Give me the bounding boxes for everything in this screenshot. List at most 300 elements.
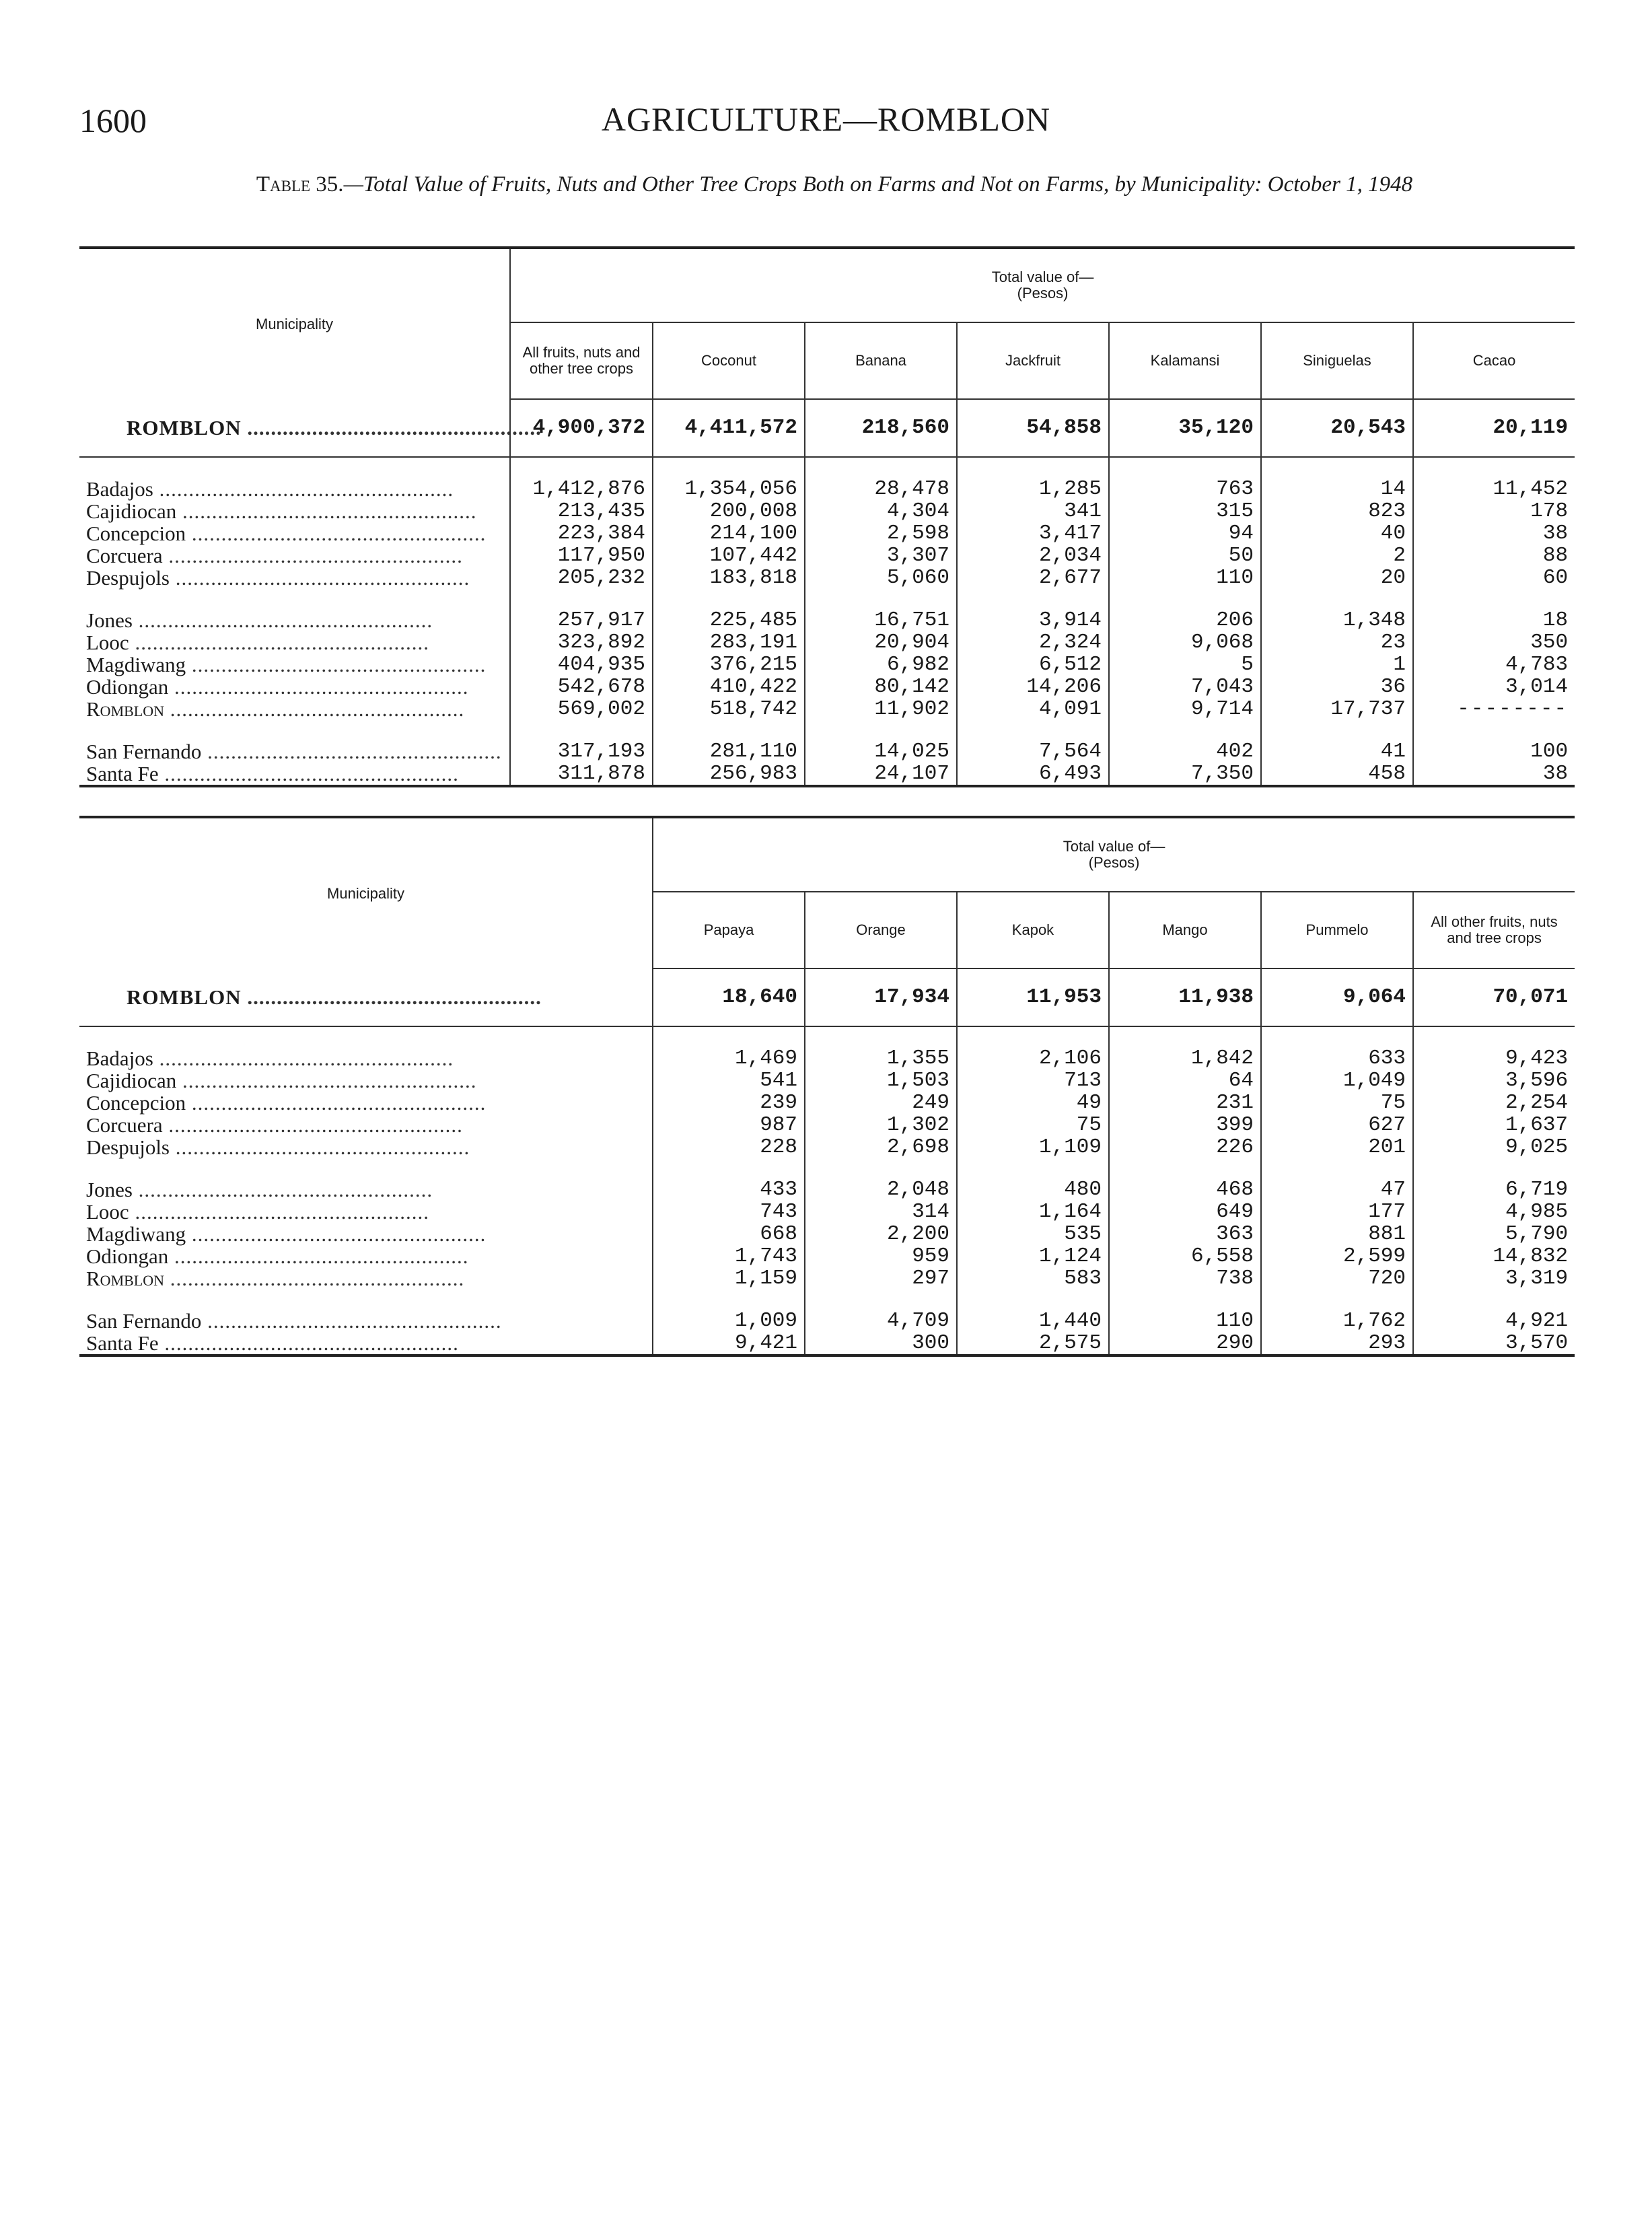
table-row: [79, 1178, 1575, 1201]
table-row: [79, 740, 1575, 763]
value-cell: 3,319: [1413, 1267, 1575, 1290]
value-cell: 6,493: [957, 763, 1109, 786]
value-cell: 4,921: [1413, 1310, 1575, 1332]
municipality-cell: [79, 676, 510, 698]
column-header: Orange: [805, 892, 957, 968]
spacer-cell: [1109, 1158, 1261, 1178]
value-cell: 36: [1261, 676, 1413, 698]
value-cell: 959: [805, 1245, 957, 1267]
municipality-name: Romblon: [86, 697, 165, 721]
spacer-cell: [805, 1290, 957, 1310]
municipality-name: Concepcion: [86, 1091, 186, 1115]
spacer-cell: [805, 1158, 957, 1178]
group-header-label: Total value of—: [991, 269, 1094, 285]
value-cell: 1,743: [653, 1245, 805, 1267]
value-cell: 881: [1261, 1223, 1413, 1245]
value-cell: 1,109: [957, 1136, 1109, 1158]
municipality-name: Corcuera: [86, 544, 163, 567]
value-cell: 738: [1109, 1267, 1261, 1290]
value-cell: 205,232: [510, 567, 653, 589]
value-cell: 3,570: [1413, 1332, 1575, 1355]
value-cell: 3,596: [1413, 1069, 1575, 1092]
table-row: [79, 522, 1575, 544]
table-row: [79, 698, 1575, 720]
dot-leader: ..................................................: [186, 1091, 487, 1115]
municipality-cell: [79, 1245, 653, 1267]
value-cell: 11,902: [805, 698, 957, 720]
value-cell: 201: [1261, 1136, 1413, 1158]
value-cell: 47: [1261, 1178, 1413, 1201]
value-cell: 239: [653, 1092, 805, 1114]
municipality-cell: [79, 1069, 653, 1092]
group-spacer: [79, 720, 1575, 740]
value-cell: 4,900,372: [510, 399, 653, 457]
dot-leader: ..................................................: [186, 653, 487, 676]
stub-header-label: Municipality: [256, 315, 333, 332]
column-header: Banana: [805, 322, 957, 399]
table-caption-title: —Total Value of Fruits, Nuts and Other Tree Crops Both on Farms and Not on Farms, by Municipality: October 1, 1948: [343, 172, 1413, 197]
value-cell: 3,914: [957, 609, 1109, 631]
total-row: [79, 968, 1575, 1026]
spacer-cell: [1261, 720, 1413, 740]
municipality-cell: [79, 763, 510, 786]
value-cell: 1,637: [1413, 1114, 1575, 1136]
municipality-name: Looc: [86, 1200, 129, 1224]
value-cell: 40: [1261, 522, 1413, 544]
table-row: [79, 654, 1575, 676]
value-cell: 80,142: [805, 676, 957, 698]
group-spacer: [79, 589, 1575, 609]
dot-leader: ..................................................: [176, 1069, 477, 1092]
table-row: [79, 1047, 1575, 1069]
municipality-name: ROMBLON: [127, 415, 242, 439]
dot-leader: ..................................................: [170, 566, 470, 590]
value-cell: 18: [1413, 609, 1575, 631]
municipality-cell: [79, 1310, 653, 1332]
value-cell: 399: [1109, 1114, 1261, 1136]
municipality-name: Magdiwang: [86, 1222, 186, 1246]
value-cell: 17,934: [805, 968, 957, 1026]
value-cell: 300: [805, 1332, 957, 1355]
column-header: All other fruits, nuts and tree crops: [1413, 892, 1575, 968]
group-spacer: [79, 1158, 1575, 1178]
spacer-cell: [1261, 1158, 1413, 1178]
dot-leader: ..................................................: [241, 415, 542, 439]
value-cell: 200,008: [653, 500, 805, 522]
spacer-cell: [510, 720, 653, 740]
value-cell: 14,832: [1413, 1245, 1575, 1267]
spacer-cell: [1261, 589, 1413, 609]
municipality-cell: [79, 1267, 653, 1290]
spacer-cell: [1109, 1290, 1261, 1310]
municipality-cell: [79, 609, 510, 631]
value-cell: 2,048: [805, 1178, 957, 1201]
group-header-label: Total value of—: [1063, 838, 1165, 855]
municipality-name: Jones: [86, 1178, 133, 1201]
municipality-cell: [79, 500, 510, 522]
value-cell: 9,068: [1109, 631, 1261, 654]
dot-leader: ..................................................: [153, 477, 454, 501]
value-cell: 9,714: [1109, 698, 1261, 720]
value-cell: 49: [957, 1092, 1109, 1114]
value-cell: 987: [653, 1114, 805, 1136]
value-cell: 54,858: [957, 399, 1109, 457]
municipality-name: Magdiwang: [86, 653, 186, 676]
value-cell: 823: [1261, 500, 1413, 522]
value-cell: 1,842: [1109, 1047, 1261, 1069]
column-header: Coconut: [653, 322, 805, 399]
table-row: [79, 1114, 1575, 1136]
stub-header: [79, 248, 510, 399]
municipality-name: Odiongan: [86, 675, 169, 699]
column-header: Kalamansi: [1109, 322, 1261, 399]
value-cell: 214,100: [653, 522, 805, 544]
value-cell: 213,435: [510, 500, 653, 522]
value-cell: 402: [1109, 740, 1261, 763]
table-row: [79, 1092, 1575, 1114]
value-cell: 256,983: [653, 763, 805, 786]
total-row: [79, 399, 1575, 457]
group-header: [653, 817, 1575, 892]
value-cell: 178: [1413, 500, 1575, 522]
value-cell: 1,503: [805, 1069, 957, 1092]
value-cell: 2,200: [805, 1223, 957, 1245]
table-row: [79, 763, 1575, 786]
running-head: AGRICULTURE—ROMBLON: [601, 100, 1051, 138]
dot-leader: ..................................................: [132, 608, 433, 632]
value-cell: 668: [653, 1223, 805, 1245]
municipality-name: Cajidiocan: [86, 1069, 177, 1092]
spacer-cell: [79, 457, 510, 478]
group-header-unit: (Pesos): [1017, 285, 1069, 302]
value-cell: 627: [1261, 1114, 1413, 1136]
value-cell: 23: [1261, 631, 1413, 654]
group-header-unit: (Pesos): [1088, 854, 1140, 871]
value-cell: 743: [653, 1201, 805, 1223]
spacer-cell: [957, 589, 1109, 609]
value-cell: 107,442: [653, 544, 805, 567]
spacer-cell: [510, 457, 653, 478]
value-cell: 2,677: [957, 567, 1109, 589]
table-row: [79, 631, 1575, 654]
value-cell: 2,254: [1413, 1092, 1575, 1114]
value-cell: 4,783: [1413, 654, 1575, 676]
value-cell: 20: [1261, 567, 1413, 589]
spacer-cell: [957, 457, 1109, 478]
table-row: [79, 1310, 1575, 1332]
municipality-cell: [79, 567, 510, 589]
value-cell: 363: [1109, 1223, 1261, 1245]
value-cell: 5,060: [805, 567, 957, 589]
dot-leader: ..................................................: [132, 1178, 433, 1201]
municipality-name: San Fernando: [86, 740, 202, 763]
spacer-cell: [1413, 1026, 1575, 1047]
column-header: Pummelo: [1261, 892, 1413, 968]
value-cell: 1,762: [1261, 1310, 1413, 1332]
column-header: Jackfruit: [957, 322, 1109, 399]
municipality-name: Romblon: [86, 1267, 165, 1290]
value-cell: 9,423: [1413, 1047, 1575, 1069]
value-cell: 7,043: [1109, 676, 1261, 698]
value-cell: 117,950: [510, 544, 653, 567]
table-row: [79, 1223, 1575, 1245]
value-cell: 75: [957, 1114, 1109, 1136]
value-cell: 2,034: [957, 544, 1109, 567]
spacer-cell: [510, 589, 653, 609]
spacer-cell: [1109, 457, 1261, 478]
dot-leader: ..................................................: [129, 1200, 429, 1224]
value-cell: 2: [1261, 544, 1413, 567]
spacer-cell: [79, 1026, 653, 1047]
value-cell: 297: [805, 1267, 957, 1290]
value-cell: 1,355: [805, 1047, 957, 1069]
table-row: [79, 1267, 1575, 1290]
municipality-name: Despujols: [86, 566, 170, 590]
municipality-name: Santa Fe: [86, 1331, 159, 1355]
spacer-cell: [957, 720, 1109, 740]
spacer-cell: [653, 1158, 805, 1178]
table-row: [79, 1136, 1575, 1158]
table-row: [79, 567, 1575, 589]
spacer-cell: [653, 1026, 805, 1047]
value-cell: 17,737: [1261, 698, 1413, 720]
value-cell: 3,417: [957, 522, 1109, 544]
dot-leader: ..................................................: [153, 1047, 454, 1070]
spacer-cell: [1413, 720, 1575, 740]
value-cell: 249: [805, 1092, 957, 1114]
value-cell: 341: [957, 500, 1109, 522]
value-cell: 1,159: [653, 1267, 805, 1290]
value-cell: 2,599: [1261, 1245, 1413, 1267]
value-cell: 4,985: [1413, 1201, 1575, 1223]
spacer-cell: [79, 1158, 653, 1178]
value-cell: 11,452: [1413, 478, 1575, 500]
value-cell: 5: [1109, 654, 1261, 676]
value-cell: 633: [1261, 1047, 1413, 1069]
value-cell: 3,307: [805, 544, 957, 567]
value-cell: 293: [1261, 1332, 1413, 1355]
dot-leader: ..................................................: [168, 1244, 469, 1268]
value-cell: 14: [1261, 478, 1413, 500]
value-cell: 4,304: [805, 500, 957, 522]
value-cell: 323,892: [510, 631, 653, 654]
dot-leader: ..................................................: [201, 740, 502, 763]
table-row: [79, 609, 1575, 631]
table-row: [79, 544, 1575, 567]
dot-leader: ..................................................: [168, 675, 469, 699]
value-cell: 468: [1109, 1178, 1261, 1201]
value-cell: 94: [1109, 522, 1261, 544]
municipality-name: San Fernando: [86, 1309, 202, 1333]
spacer-cell: [1413, 589, 1575, 609]
value-cell: 231: [1109, 1092, 1261, 1114]
value-cell: 583: [957, 1267, 1109, 1290]
municipality-cell: [79, 1092, 653, 1114]
municipality-name: Badajos: [86, 1047, 153, 1070]
value-cell: 1: [1261, 654, 1413, 676]
value-cell: 6,719: [1413, 1178, 1575, 1201]
spacer-cell: [653, 589, 805, 609]
table-row: [79, 478, 1575, 500]
value-cell: 283,191: [653, 631, 805, 654]
value-cell: 649: [1109, 1201, 1261, 1223]
value-cell: 1,009: [653, 1310, 805, 1332]
value-cell: 2,598: [805, 522, 957, 544]
dot-leader: ..................................................: [170, 1135, 470, 1159]
value-cell: 38: [1413, 522, 1575, 544]
spacer-cell: [1109, 589, 1261, 609]
spacer-cell: [1413, 1158, 1575, 1178]
municipality-cell: [79, 1201, 653, 1223]
column-header: Siniguelas: [1261, 322, 1413, 399]
municipality-cell: [79, 654, 510, 676]
value-cell: 9,421: [653, 1332, 805, 1355]
value-cell: 41: [1261, 740, 1413, 763]
dot-leader: ..................................................: [162, 544, 463, 567]
table-row: [79, 1332, 1575, 1355]
value-cell: 376,215: [653, 654, 805, 676]
value-cell: 88: [1413, 544, 1575, 567]
value-cell: 18,640: [653, 968, 805, 1026]
value-cell: 315: [1109, 500, 1261, 522]
group-spacer: [79, 1026, 1575, 1047]
municipality-name: ROMBLON: [127, 985, 242, 1009]
value-cell: 11,938: [1109, 968, 1261, 1026]
dot-leader: ..................................................: [158, 762, 459, 785]
value-cell: 6,982: [805, 654, 957, 676]
value-cell: 480: [957, 1178, 1109, 1201]
value-cell: 290: [1109, 1332, 1261, 1355]
column-header: Mango: [1109, 892, 1261, 968]
spacer-cell: [79, 589, 510, 609]
value-cell: 1,469: [653, 1047, 805, 1069]
page-number: 1600: [79, 102, 147, 139]
value-cell: 9,025: [1413, 1136, 1575, 1158]
dot-leader: ..................................................: [186, 522, 487, 545]
municipality-name: Concepcion: [86, 522, 186, 545]
dot-leader: ..................................................: [164, 1267, 465, 1290]
spacer-cell: [79, 1290, 653, 1310]
value-cell: 433: [653, 1178, 805, 1201]
value-cell: 410,422: [653, 676, 805, 698]
value-cell: 24,107: [805, 763, 957, 786]
value-cell: 38: [1413, 763, 1575, 786]
value-cell: 75: [1261, 1092, 1413, 1114]
municipality-cell: [79, 968, 653, 1026]
table-caption: [101, 170, 1568, 199]
value-cell: 1,440: [957, 1310, 1109, 1332]
value-cell: 314: [805, 1201, 957, 1223]
municipality-name: Jones: [86, 608, 133, 632]
value-cell: 7,350: [1109, 763, 1261, 786]
value-cell: 4,411,572: [653, 399, 805, 457]
value-cell: 541: [653, 1069, 805, 1092]
dot-leader: ..................................................: [158, 1331, 459, 1355]
municipality-name: Despujols: [86, 1135, 170, 1159]
table-row: [79, 1069, 1575, 1092]
stub-header-label: Municipality: [327, 884, 404, 902]
spacer-cell: [805, 720, 957, 740]
municipality-cell: [79, 631, 510, 654]
value-cell: 1,354,056: [653, 478, 805, 500]
dot-leader: ..................................................: [241, 985, 542, 1009]
value-cell: 60: [1413, 567, 1575, 589]
value-cell: 70,071: [1413, 968, 1575, 1026]
value-cell: 20,904: [805, 631, 957, 654]
spacer-cell: [805, 457, 957, 478]
value-cell: 206: [1109, 609, 1261, 631]
municipality-name: Corcuera: [86, 1113, 163, 1137]
value-cell: 20,119: [1413, 399, 1575, 457]
table-row: [79, 500, 1575, 522]
table-row: [79, 676, 1575, 698]
value-cell: 177: [1261, 1201, 1413, 1223]
dot-leader: ..................................................: [186, 1222, 487, 1246]
fruit-value-table-part-2: [79, 816, 1575, 1357]
value-cell: 4,709: [805, 1310, 957, 1332]
spacer-cell: [1261, 1026, 1413, 1047]
value-cell: 11,953: [957, 968, 1109, 1026]
spacer-cell: [1109, 720, 1261, 740]
value-cell: 1,302: [805, 1114, 957, 1136]
value-cell: 1,412,876: [510, 478, 653, 500]
municipality-cell: [79, 1136, 653, 1158]
municipality-cell: [79, 478, 510, 500]
value-cell: 1,285: [957, 478, 1109, 500]
spacer-cell: [1413, 457, 1575, 478]
municipality-cell: [79, 1178, 653, 1201]
column-header: Kapok: [957, 892, 1109, 968]
table-row: [79, 1245, 1575, 1267]
group-header: [510, 248, 1575, 322]
value-cell: 518,742: [653, 698, 805, 720]
value-cell: 535: [957, 1223, 1109, 1245]
spacer-cell: [653, 457, 805, 478]
value-cell: 110: [1109, 1310, 1261, 1332]
value-cell: 542,678: [510, 676, 653, 698]
value-cell: 311,878: [510, 763, 653, 786]
value-cell: 2,575: [957, 1332, 1109, 1355]
value-cell: 50: [1109, 544, 1261, 567]
municipality-cell: [79, 740, 510, 763]
value-cell: 1,124: [957, 1245, 1109, 1267]
value-cell: 281,110: [653, 740, 805, 763]
value-cell: 6,512: [957, 654, 1109, 676]
value-cell: 20,543: [1261, 399, 1413, 457]
table-row: [79, 1201, 1575, 1223]
value-cell: 228: [653, 1136, 805, 1158]
value-cell: 713: [957, 1069, 1109, 1092]
municipality-cell: [79, 1047, 653, 1069]
municipality-cell: [79, 1223, 653, 1245]
group-spacer: [79, 1290, 1575, 1310]
municipality-name: Badajos: [86, 477, 153, 501]
value-cell: 2,324: [957, 631, 1109, 654]
stub-header: [79, 817, 653, 968]
value-cell: 9,064: [1261, 968, 1413, 1026]
municipality-cell: [79, 1332, 653, 1355]
value-cell: 64: [1109, 1069, 1261, 1092]
value-cell: 404,935: [510, 654, 653, 676]
municipality-cell: [79, 698, 510, 720]
value-cell: 16,751: [805, 609, 957, 631]
spacer-cell: [805, 1026, 957, 1047]
value-cell: 225,485: [653, 609, 805, 631]
value-cell: 110: [1109, 567, 1261, 589]
value-cell: 257,917: [510, 609, 653, 631]
municipality-name: Santa Fe: [86, 762, 159, 785]
municipality-name: Odiongan: [86, 1244, 169, 1268]
